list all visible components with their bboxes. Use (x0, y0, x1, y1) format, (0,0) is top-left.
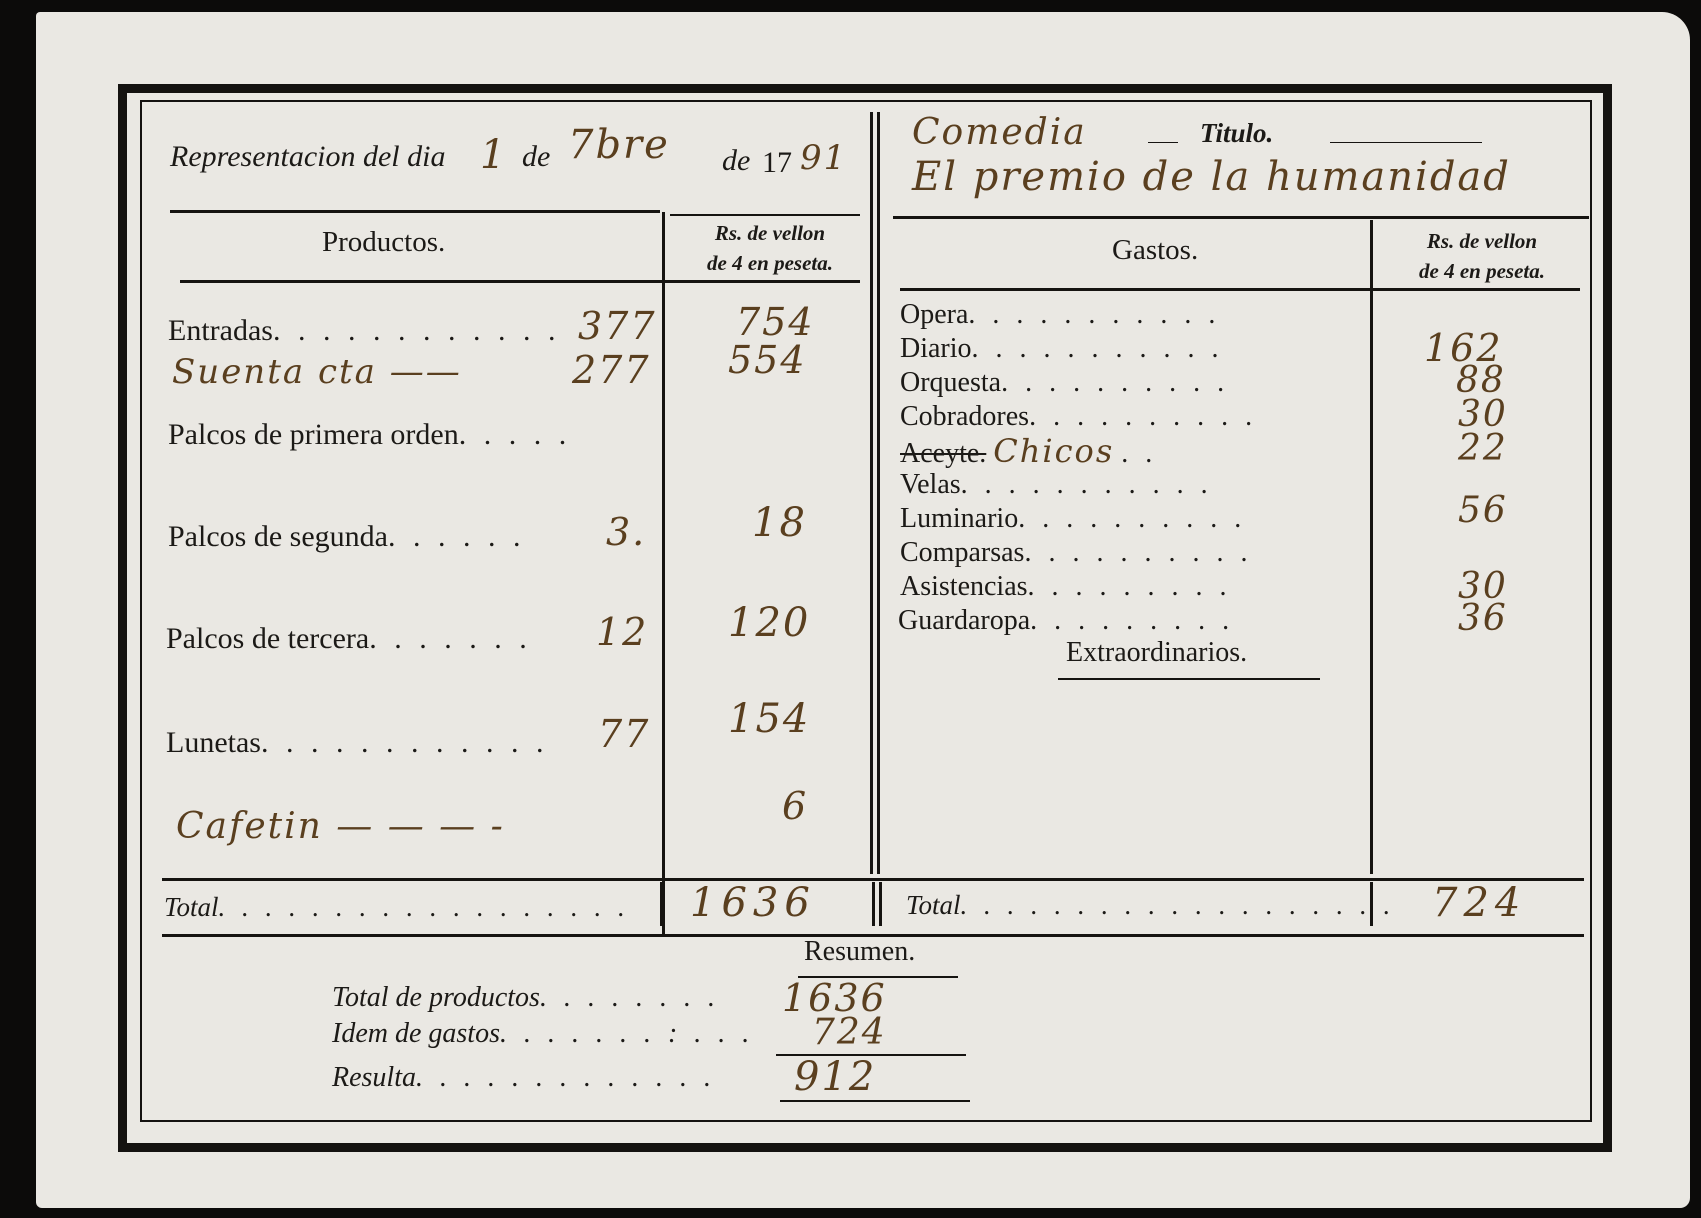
row-dots: — — — - (336, 806, 505, 847)
gastos-amount-orquesta: 88 (1456, 360, 1506, 401)
gastos-row-orquesta (900, 366, 1229, 400)
productos-heading: Productos. (322, 226, 446, 258)
row-dots: . . . . . . . . . . (1029, 401, 1258, 432)
productos-row-tercera (166, 622, 532, 656)
productos-amount-lunetas: 154 (728, 696, 811, 742)
row-dots: . . (1121, 438, 1158, 469)
rule-resumen-2 (780, 1100, 970, 1102)
productos-total-value: 1636 (690, 880, 816, 926)
rule-titulo (1330, 142, 1482, 143)
rule-center-right (877, 112, 880, 874)
resumen-row-resulta (332, 1062, 716, 1094)
productos-row-primera (168, 418, 571, 452)
anio-hand: 91 (800, 138, 848, 178)
gastos-col-heading-1: Rs. de vellon (1426, 229, 1538, 253)
anio-printed: 17 (762, 146, 792, 179)
row-dots: . . . . . . . . . (1030, 605, 1235, 636)
productos-col-heading-1: Rs. de vellon (714, 221, 826, 245)
rule-productos-amount (662, 212, 665, 934)
rule-total-left (660, 882, 663, 926)
productos-row-segunda (168, 520, 525, 554)
row-label: Aceyte. (900, 438, 987, 469)
row-dots: —— (389, 352, 462, 392)
de-label-1: de (522, 140, 551, 173)
resumen-dots: . . . . . . . . . . . . . (416, 1062, 716, 1093)
row-dots: . . . . . . . . . . (1024, 537, 1253, 568)
productos-amount-entradas: 754 (736, 300, 815, 344)
productos-count-lunetas: 77 (598, 712, 651, 756)
titulo-label: Titulo. (1200, 118, 1274, 148)
productos-row-lunetas (166, 726, 548, 760)
row-dots: . . . . . . . . . . . (968, 299, 1221, 330)
row-label: Palcos de segunda (168, 520, 388, 553)
gastos-row-aceyte (900, 434, 1157, 471)
rule-total-sep2 (879, 882, 882, 926)
gastos-amount-asistencias: 30 (1458, 566, 1508, 607)
row-label: Orquesta (900, 367, 1002, 398)
productos-row-entradas (168, 314, 560, 348)
row-label: Asistencias (900, 571, 1028, 602)
resumen-label: Total de productos (332, 982, 540, 1013)
productos-row-suenta (172, 352, 462, 392)
row-hand-note: Chicos (993, 432, 1115, 470)
rule-under-productos (180, 280, 860, 283)
row-label: Cobradores (900, 401, 1030, 432)
row-label: Comparsas (900, 537, 1025, 568)
gastos-row-velas (900, 468, 1213, 502)
row-label: Luminario (900, 503, 1019, 534)
row-dots: . . . . . . . . . . . (971, 333, 1224, 364)
gastos-row-luminario (900, 502, 1246, 536)
gastos-row-diario (900, 332, 1224, 366)
row-label: Palcos de primera orden (168, 418, 459, 451)
resumen-dots: . . . . . . . . (539, 982, 720, 1013)
gastos-row-opera (900, 298, 1220, 332)
productos-amount-tercera: 120 (728, 600, 811, 646)
productos-count-suenta: 277 (572, 348, 651, 392)
productos-col-heading-2: de 4 en peseta. (707, 251, 833, 275)
rule-gastos-amount (1370, 220, 1373, 874)
rule-comedia (1148, 142, 1178, 143)
gastos-total-row (906, 890, 1395, 921)
row-dots: . . . . . . (387, 520, 526, 553)
titulo-value: El premio de la humanidad (912, 154, 1511, 200)
row-label: Velas (900, 469, 961, 500)
gastos-total-value: 724 (1432, 880, 1527, 926)
resumen-heading: Resumen. (804, 936, 916, 967)
productos-row-cafetin (176, 806, 505, 847)
row-label: Diario (900, 333, 972, 364)
rule-head-gastos (893, 216, 1589, 219)
gastos-row-comparsas (900, 536, 1252, 570)
productos-total-row (164, 892, 630, 923)
gastos-heading: Gastos. (1112, 234, 1199, 266)
gastos-amount-cobradores: 30 (1458, 394, 1508, 435)
resumen-value-resulta: 912 (794, 1054, 877, 1100)
rule-above-total (162, 878, 1584, 881)
representacion-label: Representacion del dia (170, 140, 446, 173)
row-dots: . . . . . (458, 418, 572, 451)
resumen-label: Resulta (332, 1062, 416, 1093)
resumen-value-productos: 1636 (782, 976, 887, 1020)
row-label: Cafetin (176, 806, 323, 847)
rule-extraordinarios (1058, 678, 1320, 680)
gastos-row-cobradores (900, 400, 1257, 434)
row-label: Entradas (168, 314, 273, 347)
resumen-value-gastos: 724 (812, 1012, 887, 1053)
row-label: Suenta cta (172, 352, 377, 392)
extraordinarios-label: Extraordinarios. (1066, 637, 1248, 668)
row-label: Opera (900, 299, 969, 330)
de-label-2: de (722, 144, 751, 177)
productos-count-segunda: 3. (606, 510, 647, 554)
row-dots: . . . . . . . . . . . . (272, 314, 561, 347)
rule-under-gastos (900, 288, 1580, 291)
total-label: Total (906, 890, 961, 920)
comedia-value: Comedia (912, 112, 1087, 153)
resumen-row-gastos (332, 1018, 754, 1050)
productos-amount-segunda: 18 (752, 500, 807, 546)
rule-center-left (870, 112, 873, 874)
gastos-amount-aceyte: 22 (1458, 428, 1508, 469)
resumen-row-productos (332, 982, 720, 1014)
resumen-label: Idem de gastos (332, 1018, 500, 1049)
gastos-amount-guardaropa: 36 (1458, 598, 1508, 639)
total-label: Total (164, 892, 219, 922)
row-dots: . . . . . . . (369, 622, 532, 655)
productos-amount-cafetin: 6 (782, 784, 809, 828)
row-dots: . . . . . . . . . . (1001, 367, 1230, 398)
gastos-amount-diario: 162 (1424, 326, 1503, 370)
rule-total-sep1 (872, 882, 875, 926)
resumen-dots: . . . . . . . : . . . (499, 1018, 755, 1049)
row-dots: . . . . . . . . . . (1018, 503, 1247, 534)
rule-head-productos (170, 210, 660, 213)
dia-value: 1 (480, 132, 508, 178)
row-label: Guardaropa (898, 605, 1031, 636)
gastos-col-heading-2: de 4 en peseta. (1419, 259, 1545, 283)
row-dots: . . . . . . . . . . . . (260, 726, 549, 759)
total-dots: . . . . . . . . . . . . . . . . . . (218, 892, 630, 922)
row-label: Palcos de tercera (166, 622, 370, 655)
gastos-row-asistencias (900, 570, 1232, 604)
productos-amount-suenta: 554 (728, 338, 807, 382)
mes-value: 7bre (568, 122, 670, 168)
total-dots: . . . . . . . . . . . . . . . . . . . (960, 890, 1396, 920)
gastos-amount-luminario: 56 (1458, 490, 1508, 531)
rule-head-amount-left (670, 214, 860, 216)
gastos-row-guardaropa (898, 604, 1234, 638)
productos-count-tercera: 12 (596, 610, 649, 654)
productos-count-entradas: 377 (578, 304, 657, 348)
row-dots: . . . . . . . . . . . (960, 469, 1213, 500)
row-dots: . . . . . . . . . (1027, 571, 1232, 602)
row-label: Lunetas (166, 726, 261, 759)
